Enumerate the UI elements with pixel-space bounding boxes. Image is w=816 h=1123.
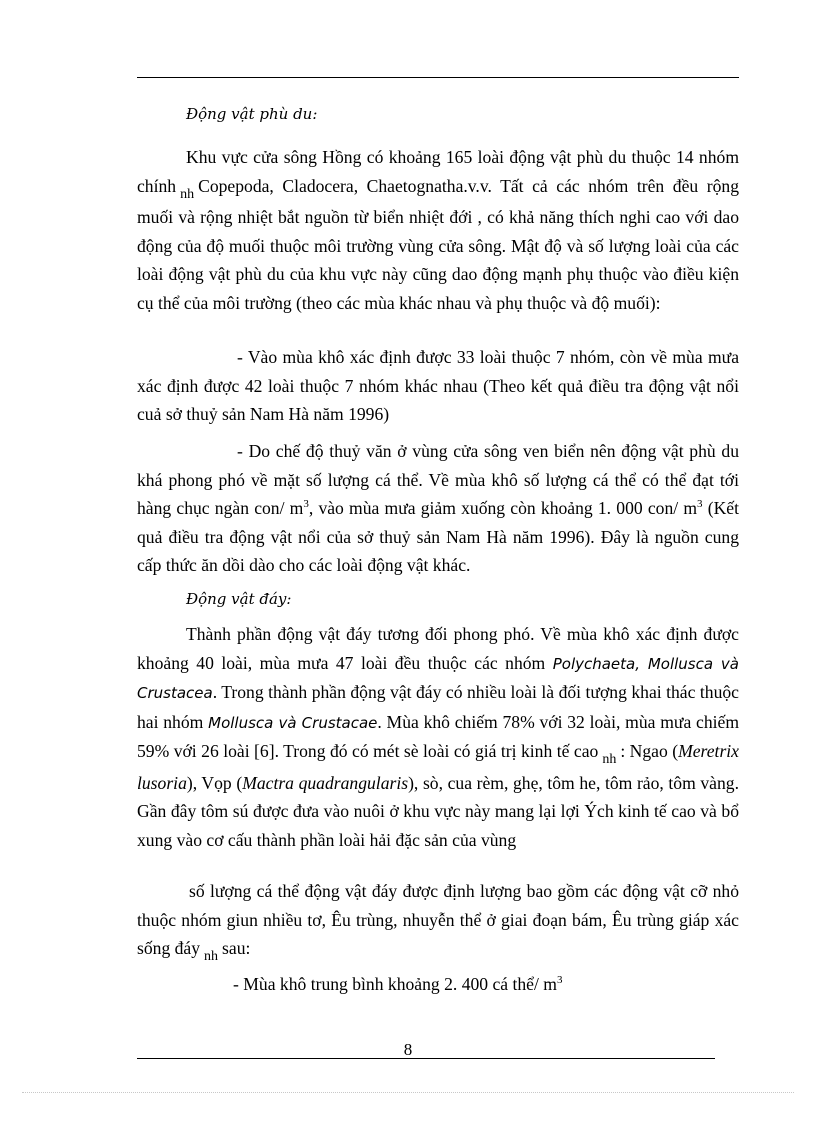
species-group: Polychaeta, Mollusca và Crustacea xyxy=(137,654,739,702)
page-number: 8 xyxy=(403,1040,413,1059)
paragraph-dry-season: - Vào mùa khô xác định được 33 loài thuộc 7 nhóm, còn về mùa mưa xác định được 42 loài thuộc 7 nhóm khác nhau (Theo kết quả điều tra động vật nổi cuả sở thuỷ sản Nam Hà năm 1996) xyxy=(137,347,739,424)
text-run: ), Vọp ( xyxy=(186,772,243,793)
paragraph-plankton-intro xyxy=(137,143,739,317)
heading-benthos: Động vật đáy: xyxy=(186,590,292,608)
text-run: . Mùa khô chiếm 78% với 32 loài, mùa mưa chiếm 59% với 26 loài [6]. Trong đó có mét sè loài có giá trị kinh tế cao xyxy=(137,711,740,761)
text-run: . Trong thành phần động vật đáy có nhiều loài là đối tượng khai thác thuộc hai nhóm xyxy=(137,682,739,732)
superscript: 3 xyxy=(556,974,563,987)
text-run: Copepoda, Cladocera, Chaetognatha.v.v. Tất cả các nhóm trên đều rộng muối và rộng nhiệt bắt nguồn từ biển nhiệt đới , có khả năng thích nghi cao với dao động của độ muối thuộc môi trường vùng cửa sông. Mật độ và số lượng loài của các loài động vật phù du của khu vực này cũng dao động mạnh phụ thuộc vào điều kiện cụ thể của môi trường (theo các mùa khác nhau và phụ thuộc và độ muối): xyxy=(137,175,739,313)
text-run: số lượng cá thể động vật đáy được định lượng bao gồm các động vật cỡ nhỏ thuộc nhóm giun nhiều tơ, Êu trùng, nhuyễn thể ở giai đoạn bám, Êu trùng giáp xác sống đáy xyxy=(137,881,739,958)
text-run: - Do chế độ thuỷ văn ở vùng cửa sông ven biển nên động vật phù du khá phong phó về mặt số lượng cá thể. Về mùa khô số lượng cá thể có thể đạt tới hàng chục ngàn con/ m xyxy=(137,441,739,518)
text-run: Thành phần động vật đáy tương đối phong phó. Về mùa khô xác định được khoảng 40 loài, mùa mưa 47 loài đều thuộc các nhóm xyxy=(137,624,739,673)
page-edge-dotted-line xyxy=(22,1092,794,1093)
header-rule xyxy=(137,77,739,78)
text-run: : Ngao ( xyxy=(620,741,679,761)
text-run: - Mùa khô trung bình khoảng 2. 400 cá thể/ m xyxy=(233,974,557,994)
paragraph-benthos-quantity xyxy=(137,877,739,966)
text-run: , vào mùa mưa giảm xuống còn khoảng 1. 000 con/ m xyxy=(308,498,698,518)
subscript-nh: nh xyxy=(180,186,195,202)
paragraph-benthos xyxy=(137,620,739,854)
paragraph-dry-season-density xyxy=(137,970,739,999)
superscript: 3 xyxy=(697,498,703,511)
heading-plankton: Động vật phù du: xyxy=(186,105,318,123)
text-run: Khu vực cửa sông Hồng có khoảng 165 loài động vật phù du thuộc 14 nhóm chính xyxy=(137,147,739,196)
text-run: (Kết quả điều tra động vật nổi của sở thuỷ sản Nam Hà năm 1996). Đây là nguồn cung cấp thức ăn dồi dào cho các loài động vật khác. xyxy=(137,498,739,575)
superscript: 3 xyxy=(303,498,309,511)
text-run: ), sò, cua rèm, ghẹ, tôm he, tôm rảo, tôm vàng. Gần đây tôm sú được đưa vào nuôi ở khu vực này mang lại lợi Ých kinh tế cao và bổ xung vào cơ cấu thành phần loài hải đặc sản của vùng xyxy=(137,772,739,850)
species-name: Meretrix lusoria xyxy=(137,741,739,793)
species-name: Mactra quadrangularis xyxy=(242,772,409,793)
paragraph-hydrology xyxy=(137,437,739,580)
footer-rule xyxy=(137,1058,715,1059)
subscript-nh: nh xyxy=(204,949,219,964)
subscript-nh: nh xyxy=(602,752,617,767)
text-run: sau: xyxy=(222,938,251,958)
species-group: Mollusca và Crustacae xyxy=(208,713,378,732)
